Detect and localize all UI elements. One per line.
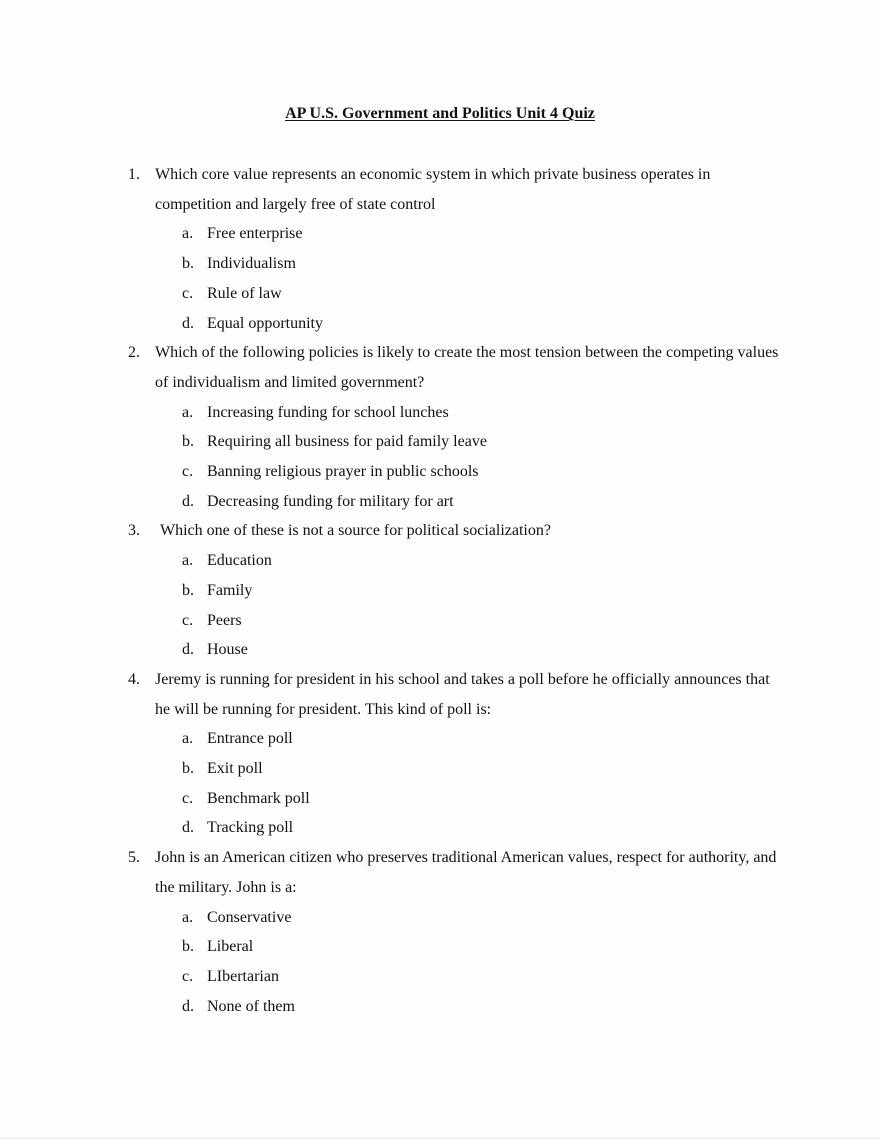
option-text: House (207, 641, 248, 659)
option-text: Banning religious prayer in public schools (207, 463, 479, 481)
option-text: None of them (207, 997, 295, 1015)
option-letter: a. (182, 552, 194, 570)
option-letter: b. (182, 938, 194, 956)
option-letter: d. (182, 641, 194, 659)
option-letter: d. (182, 997, 194, 1015)
question-list (128, 160, 788, 1021)
option-text: Individualism (207, 255, 296, 273)
option-text: Increasing funding for school lunches (207, 403, 449, 421)
option-text: Rule of law (207, 284, 282, 302)
answer-options (128, 903, 788, 1022)
option-text: Requiring all business for paid family leave (207, 433, 487, 451)
option-letter: c. (182, 611, 194, 629)
option-text: Tracking poll (207, 819, 294, 837)
option-text: Liberal (207, 938, 254, 956)
option-letter: c. (182, 284, 194, 302)
option-text: Peers (207, 611, 242, 629)
answer-option (128, 487, 788, 517)
answer-option (128, 279, 788, 309)
option-letter: d. (182, 492, 194, 510)
option-letter: c. (182, 789, 194, 807)
answer-options (128, 219, 788, 338)
answer-option (128, 962, 788, 992)
option-letter: d. (182, 314, 194, 332)
answer-options (128, 398, 788, 517)
option-letter: a. (182, 908, 194, 926)
question-text: Which core value represents an economic system in which private business operates in competition and largely free of state control (155, 166, 711, 213)
option-letter: d. (182, 819, 194, 837)
option-text: Entrance poll (207, 730, 293, 748)
option-letter: c. (182, 463, 194, 481)
question-number: 3. (128, 522, 140, 540)
option-letter: a. (182, 403, 194, 421)
option-text: Family (207, 581, 253, 599)
option-letter: c. (182, 967, 194, 985)
answer-option (128, 249, 788, 279)
answer-option (128, 309, 788, 339)
question-text: John is an American citizen who preserves traditional American values, respect for authority, and the military. John is a: (155, 849, 777, 896)
option-text: Conservative (207, 908, 292, 926)
question-5 (128, 843, 788, 1021)
answer-option (128, 903, 788, 933)
option-text: Benchmark poll (207, 789, 310, 807)
option-text: Equal opportunity (207, 314, 323, 332)
option-letter: b. (182, 581, 194, 599)
answer-option (128, 932, 788, 962)
answer-option (128, 427, 788, 457)
question-text: Jeremy is running for president in his school and takes a poll before he officially announces that he will be running for president. This kind of poll is: (155, 670, 770, 718)
question-number: 1. (128, 166, 140, 183)
option-text: Exit poll (207, 760, 263, 778)
option-text: Decreasing funding for military for art (207, 492, 454, 510)
question-number: 5. (128, 849, 140, 867)
answer-option (128, 576, 788, 606)
answer-option (128, 992, 788, 1022)
option-letter: b. (182, 255, 194, 273)
question-1 (128, 160, 788, 338)
answer-option (128, 754, 788, 784)
question-text: Which of the following policies is likely to create the most tension between the competing values of individualism and limited government? (155, 344, 779, 391)
question-number: 2. (128, 344, 140, 362)
answer-option (128, 546, 788, 576)
answer-option (128, 457, 788, 487)
answer-options (128, 546, 788, 665)
question-text: Which one of these is not a source for political socialization? (160, 522, 551, 540)
answer-option (128, 724, 788, 754)
option-letter: a. (182, 225, 194, 243)
answer-option (128, 219, 788, 249)
option-text: Education (207, 552, 272, 570)
question-number: 4. (128, 670, 140, 688)
answer-option (128, 784, 788, 814)
answer-options (128, 724, 788, 843)
answer-option (128, 813, 788, 843)
question-4 (128, 665, 788, 843)
question-2 (128, 338, 788, 516)
option-letter: b. (182, 760, 194, 778)
option-text: LIbertarian (207, 967, 279, 985)
option-letter: b. (182, 433, 194, 451)
question-3 (128, 516, 788, 665)
quiz-title: AP U.S. Government and Politics Unit 4 Quiz (285, 105, 595, 122)
option-text: Free enterprise (207, 225, 303, 243)
answer-option (128, 398, 788, 428)
answer-option (128, 635, 788, 665)
option-letter: a. (182, 730, 194, 748)
answer-option (128, 606, 788, 636)
